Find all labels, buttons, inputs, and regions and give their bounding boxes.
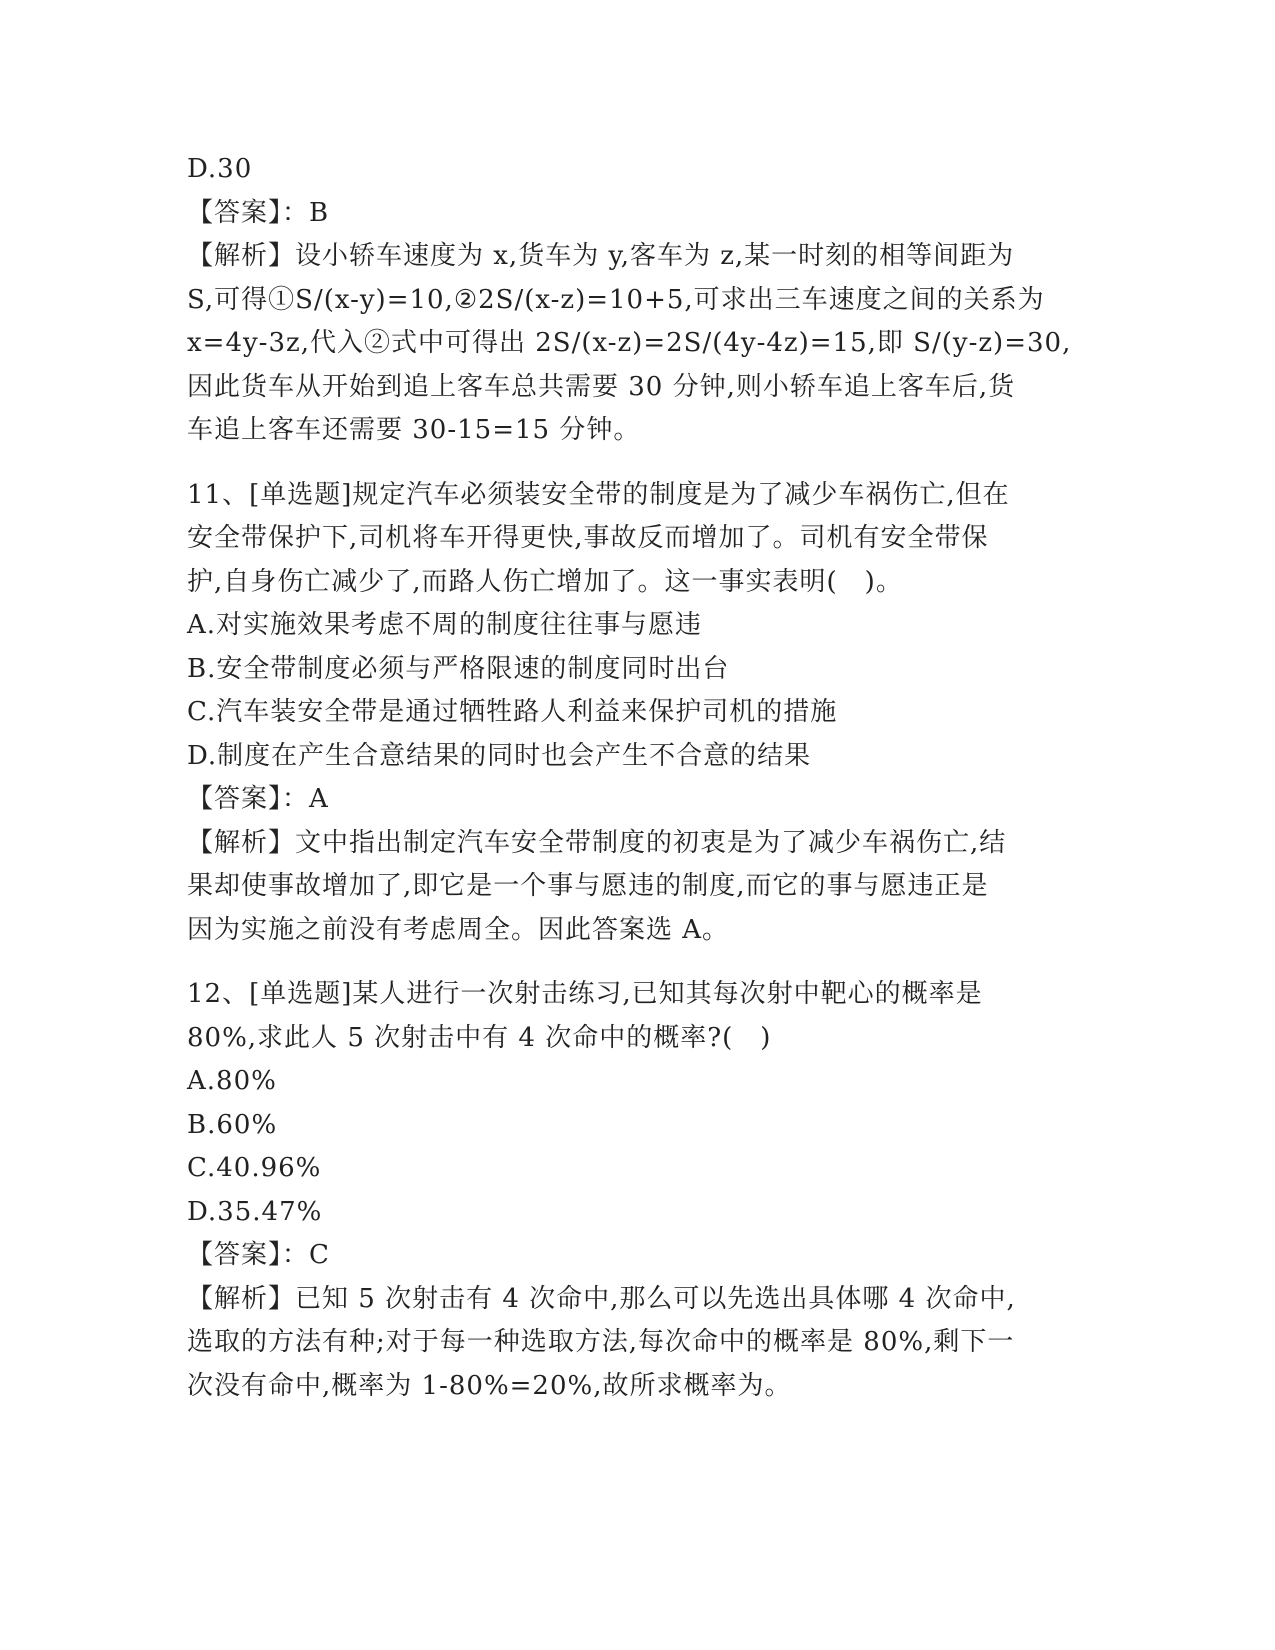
q10-analysis-line: S,可得①S/(x-y)=10,②2S/(x-z)=10+5,可求出三车速度之间的关系为 [187,284,1045,315]
q11-question-line: 安全带保护下,司机将车开得更快,事故反而增加了。司机有安全带保 [187,523,989,553]
q11-analysis-line: 因为实施之前没有考虑周全。因此答案选 A。 [187,914,730,945]
q10-answer: 【答案】：B [187,197,330,228]
q12-option-d: D.35.47% [187,1196,323,1227]
question-10-section [187,148,1087,453]
q12-analysis-line: 【解析】已知 5 次射击有 4 次命中,那么可以先选出具体哪 4 次命中, [187,1283,1016,1314]
q11-option-c: C.汽车装安全带是通过牺牲路人利益来保护司机的措施 [187,697,838,727]
q12-question-line: 12、[单选题]某人进行一次射击练习,已知其每次射中靶心的概率是 [187,979,983,1009]
q12-question-line: 80%,求此人 5 次射击中有 4 次命中的概率?( ) [187,1022,772,1053]
section-gap [187,453,1087,474]
question-11-section [187,474,1087,953]
document-page [187,148,1087,1408]
q11-option-d: D.制度在产生合意结果的同时也会产生不合意的结果 [187,740,812,771]
q12-analysis-line: 次没有命中,概率为 1-80%=20%,故所求概率为。 [187,1370,792,1401]
q12-option-b: B.60% [187,1109,278,1140]
q11-option-b: B.安全带制度必须与严格限速的制度同时出台 [187,653,730,684]
q11-question-line: 护,自身伤亡减少了,而路人伤亡增加了。这一事实表明( )。 [187,566,903,597]
q12-answer: 【答案】：C [187,1240,330,1270]
q11-analysis-line: 【解析】文中指出制定汽车安全带制度的初衷是为了减少车祸伤亡,结 [187,827,1007,858]
q12-option-c: C.40.96% [187,1153,322,1183]
q12-option-a: A.80% [187,1066,277,1096]
q11-option-a: A.对实施效果考虑不周的制度往往事与愿违 [187,610,703,640]
q10-option-d: D.30 [187,154,253,184]
question-12-section [187,973,1087,1408]
q10-analysis-line: 【解析】设小轿车速度为 x,货车为 y,客车为 z,某一时刻的相等间距为 [187,241,1015,271]
q10-analysis-line: 因此货车从开始到追上客车总共需要 30 分钟,则小轿车追上客车后,货 [187,371,1016,402]
q12-analysis-line: 选取的方法有种;对于每一种选取方法,每次命中的概率是 80%,剩下一 [187,1327,1015,1357]
q10-analysis-line: x=4y-3z,代入②式中可得出 2S/(x-z)=2S/(4y-4z)=15,即 S/(y-z)=30, [187,328,1072,358]
q10-analysis-line: 车追上客车还需要 30-15=15 分钟。 [187,415,641,445]
q11-question-line: 11、[单选题]规定汽车必须装安全带的制度是为了减少车祸伤亡,但在 [187,479,1010,510]
q11-analysis-line: 果却使事故增加了,即它是一个事与愿违的制度,而它的事与愿违正是 [187,871,989,901]
section-gap [187,952,1087,973]
q11-answer: 【答案】：A [187,784,329,814]
